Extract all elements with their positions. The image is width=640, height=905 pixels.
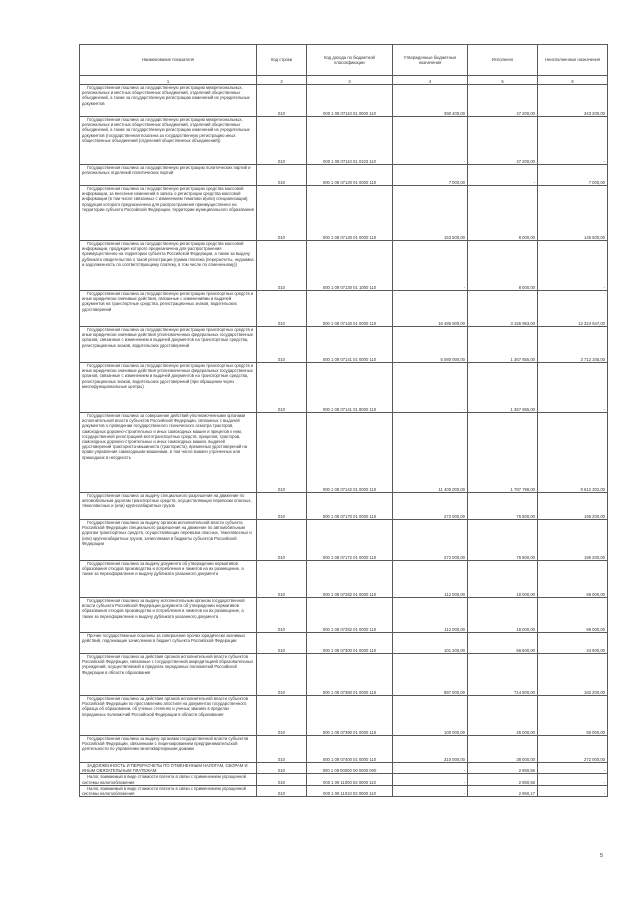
- table-row: [80, 413, 608, 493]
- row-name-text: Государственная пошлина за государственную регистрацию транспортных средств и иные юридически значимые действия уполномоченных федеральных государственных органов, связанные с изменением и выдачей документов на транспортные средства, регистрационных знаков, водительских удостоверений: [82, 327, 254, 348]
- row-name-text: Государственная пошлина за государственную регистрацию транспортных средств и иные юридически значимые действия, связанные с изменениями и выдачей документов на транспортные средства, регистрационных знаков, водительских удостоверений: [82, 291, 254, 312]
- row-approved-cell: 112 000,00: [393, 561, 468, 598]
- table-row: [80, 763, 608, 774]
- row-approved-cell: -: [393, 785, 468, 796]
- row-code-cell: 010: [257, 117, 307, 165]
- row-unexecuted-cell: 182 200,00: [538, 654, 608, 696]
- row-name-text: Государственная пошлина за совершение действий уполномоченными органами исполнительной власти субъектов Российской Федерации, связанных с выдачей документов о проведении государственного технического осмотра тракторов, самоходных дорожно-строительных и иных самоходных машин и прицепов к ним, государственной регистрацией мототранспортных средств, прицепов, тракторов, самоходных дорожно-строительных и иных самоходных машин, выдачей удостоверений тракториста-машиниста (тракториста), временных удостоверений на право управления самоходными машинами, в том числе взамен утраченных или пришедших в негодность: [82, 413, 248, 460]
- row-executed-cell: 16 000,00: [468, 561, 538, 598]
- row-unexecuted-cell: 195 200,00: [538, 493, 608, 520]
- row-name-text: Государственная пошлина за выдачу органами государственной власти субъектов Российской Федерации, связанными с лицензированием предпринимательской деятельности по управлению многоквартирными домами: [82, 736, 249, 752]
- row-unexecuted-cell: 34 600,00: [538, 633, 608, 654]
- row-executed-cell: -: [468, 165, 538, 186]
- row-name-cell: [80, 774, 257, 785]
- row-executed-cell: 47 200,00: [468, 85, 538, 117]
- row-name-cell: [80, 654, 257, 696]
- row-approved-cell: 390 400,00: [393, 85, 468, 117]
- col-header-code: Код строки: [257, 45, 307, 76]
- col-header-approved: Утвержденные бюджетные назначения: [393, 45, 468, 76]
- table-row: [80, 561, 608, 598]
- row-approved-cell: 7 000,00: [393, 165, 468, 186]
- table-row: [80, 85, 608, 117]
- row-name-text: Государственная пошлина за государственную регистрацию транспортных средств и иные юридически значимые действия уполномоченных федеральных государственных органов, связанные с изменением и выдачей документов на транспортные средства, регистрационных знаков, водительских удостоверений (при обращении через многофункциональные центры): [82, 363, 254, 389]
- row-name-cell: [80, 291, 257, 327]
- column-numbers-row: [80, 76, 608, 85]
- row-kbk-cell: 000 1 08 07172 01 0000 110: [307, 520, 393, 561]
- row-name-text: Государственная пошлина за выдачу органом исполнительной власти субъекта Российской Федерации специального разрешения на движение по автомобильным дорогам транспортных средств, осуществляющих перевозки опасных, тяжеловесных и (или) крупногабаритных грузов, зачисляемая в бюджеты субъектов Российской Федерации: [82, 520, 252, 546]
- row-name-cell: [80, 117, 257, 165]
- table-row: [80, 520, 608, 561]
- row-name-cell: [80, 736, 257, 763]
- col-number: 6: [538, 76, 608, 85]
- row-name-cell: [80, 186, 257, 241]
- row-approved-cell: 100 000,00: [393, 696, 468, 736]
- row-code-cell: 010: [257, 291, 307, 327]
- row-name-text: Налог, взимаемый в виде стоимости патента в связи с применением упрощенной системы налогообложения: [82, 785, 246, 797]
- row-name-text: Государственная пошлина за действия органов исполнительной власти субъектов Российской Федерации, связанные с государственной аккредитацией образовательных учреждений, осуществляемой в пределах переданных полномочий Российской Федерации в области образования: [82, 654, 254, 675]
- row-code-cell: 010: [257, 785, 307, 796]
- row-unexecuted-cell: 272 000,00: [538, 736, 608, 763]
- row-name-cell: [80, 165, 257, 186]
- row-approved-cell: -: [393, 774, 468, 785]
- row-name-cell: [80, 561, 257, 598]
- row-kbk-cell: 000 1 09 11000 02 0000 110: [307, 774, 393, 785]
- row-kbk-cell: 000 1 08 07110 01 0103 110: [307, 117, 393, 165]
- row-unexecuted-cell: 96 000,00: [538, 598, 608, 633]
- row-name-cell: [80, 363, 257, 413]
- table-row: [80, 363, 608, 413]
- row-kbk-cell: 000 1 08 07282 01 0000 110: [307, 561, 393, 598]
- table-row: [80, 598, 608, 633]
- row-executed-cell: 16 000,00: [468, 598, 538, 633]
- row-name-cell: [80, 696, 257, 736]
- row-approved-cell: 272 000,00: [393, 520, 468, 561]
- row-name-cell: [80, 85, 257, 117]
- row-name-text: Государственная пошлина за государственную регистрацию политических партий и региональных отделений политических партий: [82, 165, 251, 176]
- row-unexecuted-cell: -: [538, 363, 608, 413]
- row-approved-cell: 112 000,00: [393, 598, 468, 633]
- row-name-text: Государственная пошлина за государственную регистрацию межрегиональных, региональных и местных общественных объединений, отделений общественных объединений, а также за государственную регистрацию изменений их учредительных документов (государственная пошлина за государственную регистрацию иных общественных объединений (отделений общественных объединений)): [82, 117, 250, 143]
- row-kbk-cell: 000 1 08 07110 01 0000 110: [307, 85, 393, 117]
- row-executed-cell: 45 000,00: [468, 696, 538, 736]
- row-name-text: Налог, взимаемый в виде стоимости патента в связи с применением упрощенной системы налогообложения: [82, 774, 246, 785]
- row-name-text: Государственная пошлина за выдачу специального разрешения на движение по автомобильным дорогам транспортных средств, осуществляющих перевозки опасных, тяжеловесных и (или) крупногабаритных грузов: [82, 493, 252, 509]
- row-name-cell: [80, 633, 257, 654]
- row-kbk-cell: 000 1 08 07380 01 0000 110: [307, 654, 393, 696]
- row-code-cell: 010: [257, 598, 307, 633]
- row-executed-cell: 47 200,00: [468, 117, 538, 165]
- col-header-executed: Исполнено: [468, 45, 538, 76]
- row-executed-cell: 2 950,17: [468, 785, 538, 796]
- table-row: [80, 165, 608, 186]
- row-executed-cell: 1 367 655,00: [468, 363, 538, 413]
- table-row: [80, 654, 608, 696]
- row-name-text: Государственная пошлина за государственную регистрацию средства массовой информации, за внесение изменений в запись о регистрации средства массовой информации (в том числе связанных с изменением тематики и(или) специализации), продукция которого предназначена для распространения преимущественно на территории субъекта Российской Федерации, территории муниципального образования: [82, 186, 254, 212]
- row-code-cell: 010: [257, 633, 307, 654]
- table-row: [80, 774, 608, 785]
- row-unexecuted-cell: 55 000,00: [538, 696, 608, 736]
- row-name-cell: [80, 327, 257, 363]
- row-unexecuted-cell: -: [538, 763, 608, 774]
- row-unexecuted-cell: 9 612 202,00: [538, 413, 608, 493]
- row-code-cell: 010: [257, 763, 307, 774]
- row-executed-cell: 2 950,56: [468, 763, 538, 774]
- table-header-row: [80, 45, 608, 76]
- row-kbk-cell: 000 1 08 07141 01 0000 110: [307, 327, 393, 363]
- row-name-text: Прочие государственные пошлины за совершение прочих юридически значимых действий, подлежащие зачислению в бюджет субъекта Российской Федерации: [82, 633, 246, 644]
- row-code-cell: 010: [257, 654, 307, 696]
- row-name-cell: [80, 413, 257, 493]
- col-header-kbk: Код дохода по бюджетной классификации: [307, 45, 393, 76]
- table-row: [80, 785, 608, 796]
- row-executed-cell: 714 800,00: [468, 654, 538, 696]
- col-number: 3: [307, 76, 393, 85]
- row-name-text: Государственная пошлина за государственную регистрацию межрегиональных, региональных и местных общественных объединений, отделений общественных объединений, а также за государственную регистрацию изменений их учредительных документов: [82, 85, 250, 106]
- row-executed-cell: 1 367 655,00: [468, 327, 538, 363]
- row-code-cell: 010: [257, 165, 307, 186]
- table-row: [80, 327, 608, 363]
- row-kbk-cell: 000 1 08 07300 01 0000 110: [307, 633, 393, 654]
- table-row: [80, 736, 608, 763]
- row-name-cell: [80, 763, 257, 774]
- row-approved-cell: -: [393, 363, 468, 413]
- row-code-cell: 010: [257, 736, 307, 763]
- table-row: [80, 696, 608, 736]
- row-executed-cell: 38 000,00: [468, 736, 538, 763]
- row-name-text: Государственная пошлина за выдачу документа об утверждении нормативов образования отходов производства и потребления и лимитов на их размещение, а также за переоформление и выдачу дубликата указанного документа: [82, 561, 244, 577]
- col-number: 5: [468, 76, 538, 85]
- table-row: [80, 117, 608, 165]
- row-kbk-cell: 000 1 09 11010 02 0000 110: [307, 785, 393, 796]
- row-kbk-cell: 000 1 08 07400 01 0000 110: [307, 736, 393, 763]
- row-executed-cell: 76 800,00: [468, 493, 538, 520]
- col-header-unexecuted: Неисполненные назначения: [538, 45, 608, 76]
- row-unexecuted-cell: 195 200,00: [538, 520, 608, 561]
- row-code-cell: 010: [257, 696, 307, 736]
- row-name-text: Государственная пошлина за выдачу исполнительным органом государственной власти субъекта Российской Федерации документа об утверждении нормативов образования отходов производства и потребления и лимитов на их размещение, а также за переоформление и выдачу дубликата указанного документа: [82, 598, 245, 619]
- row-name-cell: [80, 493, 257, 520]
- row-approved-cell: 11 400 000,00: [393, 413, 468, 493]
- row-approved-cell: 310 000,00: [393, 736, 468, 763]
- row-unexecuted-cell: 343 200,00: [538, 85, 608, 117]
- col-number: 2: [257, 76, 307, 85]
- row-name-text: Государственная пошлина за государственную регистрацию средства массовой информации, продукция которого предназначена для распространения преимущественно на территории субъекта Российской Федерации, а также за выдачу дубликата свидетельства о такой регистрации (сумма платежа (перерасчеты, недоимка и задолженность по соответствующему платежу, в том числе по отмененному)): [82, 241, 254, 267]
- table-row: [80, 186, 608, 241]
- row-executed-cell: 3 155 953,00: [468, 291, 538, 327]
- row-executed-cell: 8 000,00: [468, 241, 538, 291]
- report-body: [80, 85, 608, 797]
- row-code-cell: 010: [257, 493, 307, 520]
- row-approved-cell: 272 000,00: [393, 493, 468, 520]
- col-number: 4: [393, 76, 468, 85]
- table-row: [80, 241, 608, 291]
- row-executed-cell: 8 000,00: [468, 186, 538, 241]
- row-approved-cell: 897 000,00: [393, 654, 468, 696]
- table-row: [80, 493, 608, 520]
- row-approved-cell: -: [393, 241, 468, 291]
- row-kbk-cell: 000 1 08 07282 01 0000 110: [307, 598, 393, 633]
- income-report-table: [79, 44, 608, 797]
- row-approved-cell: 153 500,00: [393, 186, 468, 241]
- row-kbk-cell: 000 1 08 07141 01 8000 110: [307, 363, 393, 413]
- col-header-name: Наименование показателя: [80, 45, 257, 76]
- row-code-cell: 010: [257, 241, 307, 291]
- row-name-text: ЗАДОЛЖЕННОСТЬ И ПЕРЕРАСЧЕТЫ ПО ОТМЕНЕННЫМ НАЛОГАМ, СБОРАМ И ИНЫМ ОБЯЗАТЕЛЬНЫМ ПЛАТЕЖАМ: [82, 763, 248, 774]
- row-executed-cell: 76 800,00: [468, 520, 538, 561]
- row-kbk-cell: 000 1 08 07140 01 0000 110: [307, 291, 393, 327]
- row-approved-cell: 5 080 000,00: [393, 327, 468, 363]
- row-name-cell: [80, 785, 257, 796]
- row-kbk-cell: 000 1 08 07120 01 0000 110: [307, 165, 393, 186]
- row-kbk-cell: 000 1 08 07390 01 0000 110: [307, 696, 393, 736]
- row-name-cell: [80, 598, 257, 633]
- report-sheet: [79, 44, 607, 797]
- row-code-cell: 010: [257, 561, 307, 598]
- row-approved-cell: 16 486 500,00: [393, 291, 468, 327]
- table-row: [80, 633, 608, 654]
- row-code-cell: 010: [257, 85, 307, 117]
- page-number: 5: [600, 853, 604, 859]
- row-kbk-cell: 000 1 08 07142 01 0000 110: [307, 413, 393, 493]
- row-kbk-cell: 000 1 09 00000 00 0000 000: [307, 763, 393, 774]
- row-unexecuted-cell: 3 712 345,00: [538, 327, 608, 363]
- table-row: [80, 291, 608, 327]
- row-kbk-cell: 000 1 08 07130 01 1000 110: [307, 241, 393, 291]
- row-name-text: Государственная пошлина за действия органов исполнительной власти субъектов Российской Федерации по проставлению апостиля на документах государственного образца об образовании, об ученых степенях и ученых званиях в пределах переданных полномочий Российской Федерации в области образования: [82, 696, 248, 717]
- row-code-cell: 010: [257, 363, 307, 413]
- row-executed-cell: 2 950,56: [468, 774, 538, 785]
- row-name-cell: [80, 241, 257, 291]
- row-unexecuted-cell: 7 000,00: [538, 165, 608, 186]
- row-code-cell: 010: [257, 186, 307, 241]
- row-kbk-cell: 000 1 08 07170 01 0000 110: [307, 493, 393, 520]
- row-unexecuted-cell: -: [538, 774, 608, 785]
- row-code-cell: 010: [257, 413, 307, 493]
- row-kbk-cell: 000 1 08 07130 01 0000 110: [307, 186, 393, 241]
- row-name-cell: [80, 520, 257, 561]
- row-unexecuted-cell: 96 000,00: [538, 561, 608, 598]
- row-unexecuted-cell: -: [538, 785, 608, 796]
- row-code-cell: 010: [257, 774, 307, 785]
- row-code-cell: 010: [257, 520, 307, 561]
- row-executed-cell: 1 787 798,00: [468, 413, 538, 493]
- row-unexecuted-cell: -: [538, 117, 608, 165]
- row-unexecuted-cell: 13 324 547,00: [538, 291, 608, 327]
- row-code-cell: 010: [257, 327, 307, 363]
- row-approved-cell: 101 200,00: [393, 633, 468, 654]
- col-number: 1: [80, 76, 257, 85]
- row-unexecuted-cell: -: [538, 241, 608, 291]
- row-executed-cell: 66 600,00: [468, 633, 538, 654]
- row-approved-cell: -: [393, 117, 468, 165]
- row-unexecuted-cell: 145 500,00: [538, 186, 608, 241]
- row-approved-cell: -: [393, 763, 468, 774]
